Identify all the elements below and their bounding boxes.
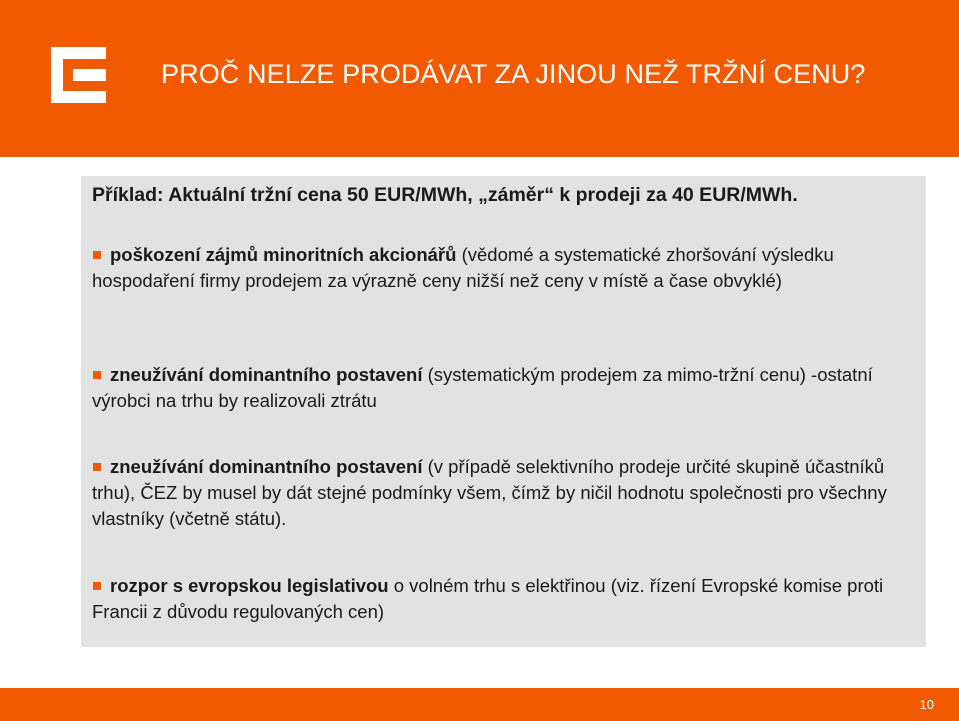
bullet-lead: zneužívání dominantního postavení [110,456,423,477]
bullet-text: (systematickým prodejem za mimo-tržní cenu) -ostatní výrobci na trhu by realizovali ztrátu [92,364,873,411]
bullet-item [92,362,912,414]
cez-logo-icon [51,47,106,103]
header-bar [0,0,959,157]
bullet-text: (vědomé a systematické zhoršování výsledku hospodaření firmy prodejem za výrazně ceny nižší než ceny v místě a čase obvyklé) [92,244,834,291]
bullet-lead: rozpor s evropskou legislativou [110,575,389,596]
slide-title: PROČ NELZE PRODÁVAT ZA JINOU NEŽ TRŽNÍ CENU? [161,59,866,89]
bullet-item [92,573,912,625]
bullet-item [92,242,912,294]
example-line: Příklad: Aktuální tržní cena 50 EUR/MWh, „záměr“ k prodeji za 40 EUR/MWh. [92,184,798,206]
bullet-text: (v případě selektivního prodeje určité skupině účastníků trhu), ČEZ by musel by dát stejné podmínky všem, čímž by ničil hodnotu společnosti pro všechny vlastníky (včetně státu). [92,456,887,529]
bullet-lead: poškození zájmů minoritních akcionářů [110,244,457,265]
content-panel [81,176,926,647]
bullet-item [92,454,912,532]
bullet-lead: zneužívání dominantního postavení [110,364,423,385]
bullet-square-icon [93,463,101,471]
bullet-square-icon [93,582,101,590]
footer-bar [0,688,959,721]
bullet-text: o volném trhu s elektřinou (viz. řízení Evropské komise proti Francii z důvodu regulovaných cen) [92,575,884,622]
page-number: 10 [919,697,934,712]
bullet-square-icon [93,371,101,379]
bullet-square-icon [93,251,101,259]
